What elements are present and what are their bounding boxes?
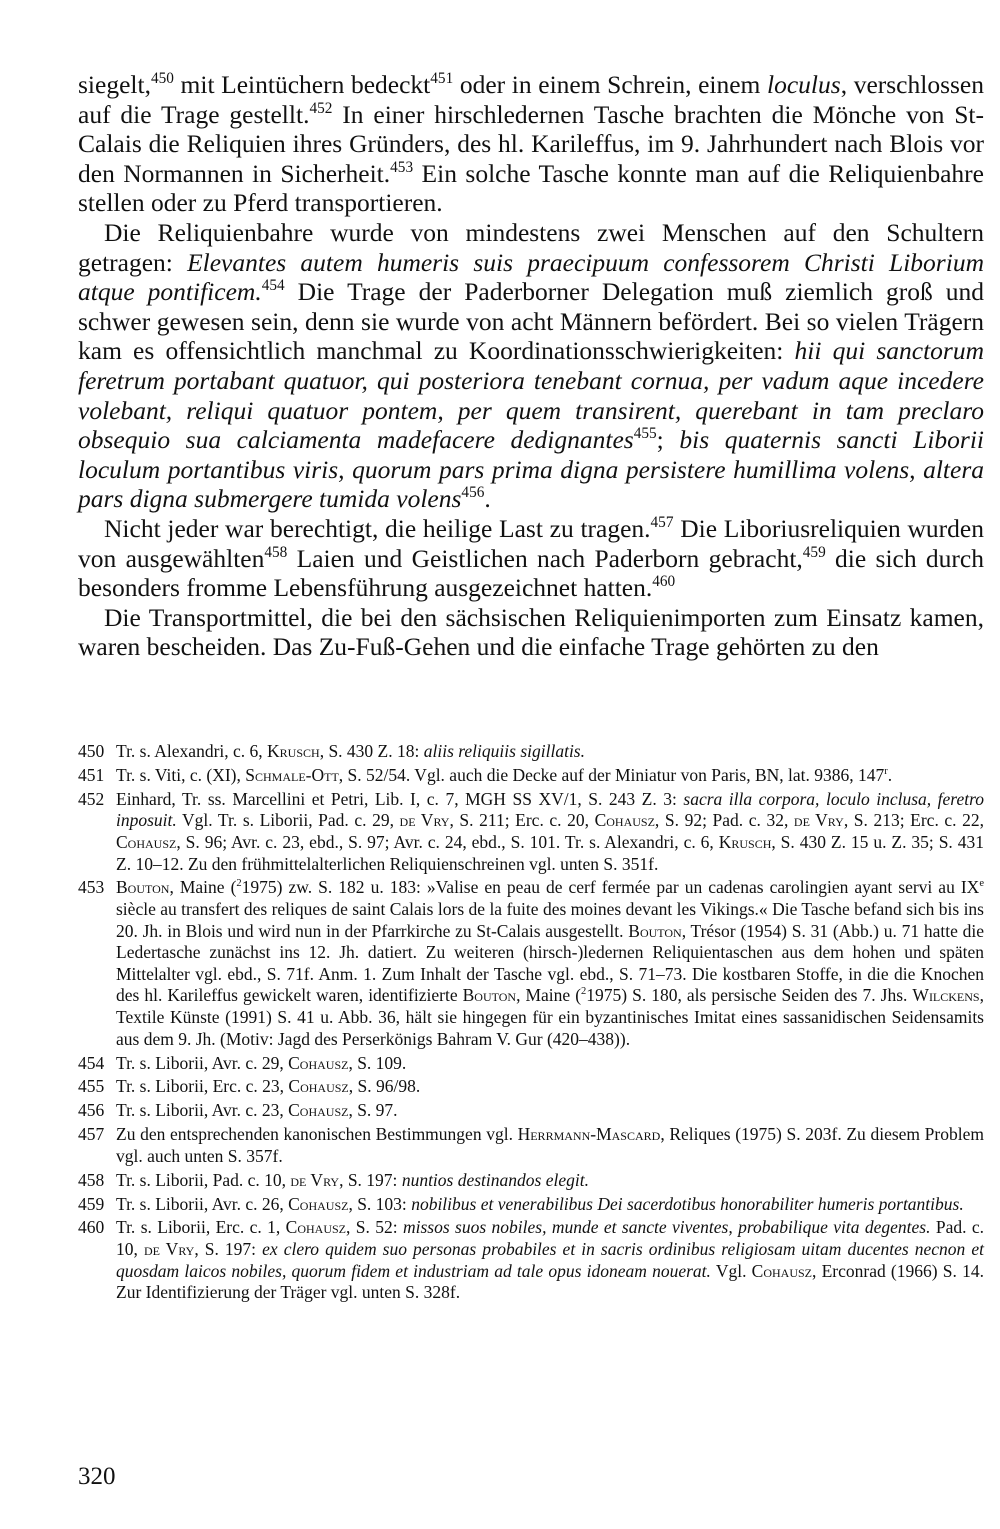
author-name: de Vry [793,810,844,831]
latin-quote: aliis reliquiis sigillatis. [423,741,585,761]
text-run: Tr. s. Liborii, Avr. c. 26, [116,1193,289,1214]
main-text [78,70,984,662]
footnote-453 [78,877,984,1050]
text-run: Vgl. Tr. s. Liborii, Pad. c. 29, [176,810,400,831]
footnote-451 [78,765,984,787]
footnote-ref: 457 [650,513,674,531]
text-run: Tr. s. Viti, c. (XI), [116,764,246,785]
author-name: de Vry [143,1239,195,1260]
text-run: 1975) S. 180, als persische Seiden des 7. Jhs. [586,985,913,1006]
footnote-number: 460 [78,1217,105,1238]
text-run: Zu den entsprechenden kanonischen Bestimmungen vgl. [116,1124,518,1145]
footnote-number: 454 [78,1052,105,1073]
text-run: , Trésor (1954) S. 31 (Abb.) u. 71 hatte die Ledertasche zunächst ins 12. Jh. datiert. Zu weiteren (hirsch-)ledernen Reliquientaschen aus dem hohen und späten Mittelalter vgl. ebd., S. 71f. Anm. 1. Zum Inhalt der Tasche vgl. ebd., S. 71–73. Die kostbaren Stoffe, in die die Knochen des hl. Karileffus gewickelt waren, identifizierte [116,920,984,1006]
author-name: Herrmann-Mascard [517,1124,661,1145]
text-run: Einhard, Tr. ss. Marcellini et Petri, Lib. I, c. 7, MGH SS XV/1, S. 243 Z. 3: [116,788,684,809]
text-run: , S. 109. [348,1052,407,1073]
footnote-number: 451 [78,764,105,785]
text-run: , S. 430 Z. 15 u. Z. 35; S. 431 Z. 10–12. Zu den frühmittelalterlichen Reliquienschreinen vgl. unten S. 351f. [116,831,984,874]
text-run: siècle au transfert des reliques de saint Calais lors de la fuite des moines devant les Vikings.« Die Tasche befand sich bis ins 20. Jh. in Blois und wird nun in der Pfarrkirche zu St-Calais ausgestellt. [116,899,984,941]
footnote-452 [78,789,984,875]
footnote-ref: 456 [461,484,485,502]
latin-quote: ex clero quidem suo personas probabiles et in sacris ordinibus religiosam uitam ducentes necnon et quosdam laicos nobiles, quorum fidem et industriam ad tale opus idoneam nouerat. [116,1239,984,1281]
superscript: r [884,766,888,778]
text-run: Tr. s. Liborii, Avr. c. 29, [116,1052,289,1073]
text-run: , verschlossen auf die Trage gestellt. [78,70,984,129]
paragraph-2 [78,218,984,514]
text-run: Die Liboriusreliquien wurden von ausgewählten [78,513,984,573]
text-run: Tr. s. Liborii, Pad. c. 10, [116,1169,291,1190]
footnote-460 [78,1217,984,1303]
footnote-458 [78,1170,984,1192]
author-name: de Vry [290,1169,340,1190]
author-name: Cohausz [288,1052,349,1073]
superscript: 2 [236,878,242,890]
footnote-455 [78,1076,984,1098]
text-run: Die Transportmittel, die bei den sächsischen Reliquienimporten zum Einsatz kamen, waren bescheiden. Das Zu-Fuß-Gehen und die einfache Trage gehörten zu den [78,602,984,662]
text-run: , S. 197: [194,1239,263,1260]
text-run: , S. 197: [339,1169,402,1190]
footnote-ref: 459 [802,543,826,561]
latin-quote: hii qui sanctorum feretrum portabant quatuor, qui posteriora tenebant cornua, per vadum aque incedere volebant, reliqui quatuor pontem, per quem transirent, querebant in tam preclaro obsequio sua calciamenta madefacere dedignantes [78,336,985,455]
latin-quote: nobilibus et venerabilibus Dei sacerdotibus honorabiliter humeris portantibus. [411,1193,964,1214]
text-run: In einer hirschledernen Tasche brachten die Mönche von St-Calais die Reliquien ihres Gründers, des hl. Karileffus, im 9. Jahrhundert nach Blois vor den Normannen in Sicherheit. [78,99,984,188]
text-run: Tr. s. Liborii, Erc. c. 1, [116,1217,286,1238]
text-run: , S. 430 Z. 18: [319,741,424,761]
footnote-ref: 452 [309,99,333,117]
footnote-ref: 458 [264,543,288,561]
text-run: die sich durch besonders fromme Lebensführung ausgezeichnet hatten. [78,543,984,603]
latin-quote: sacra illa corpora, loculo inclusa, feretro inposuit. [116,788,985,831]
text-run: Ein solche Tasche konnte man auf die Reliquienbahre stellen oder zu Pferd transportieren. [78,158,984,218]
text-run: Vgl. [710,1260,752,1281]
text-run: mit Leintüchern bedeckt [173,70,431,99]
author-name: Krusch [718,831,772,852]
text-run: , S. 211; Erc. c. 20, [449,810,595,831]
text-run: Tr. s. Alexandri, c. 6, [116,741,268,761]
latin-quote: missos suos nobiles, munde et sancte viventes, probabilique vita degentes. [403,1217,931,1238]
footnote-457 [78,1124,984,1167]
footnote-ref: 454 [261,277,285,295]
author-name: Bouton [628,920,682,941]
page-body [78,70,984,662]
latin-quote: nuntios destinandos elegit. [401,1169,589,1190]
text-run: siegelt, [78,70,151,99]
author-name: Cohausz [288,1076,349,1097]
footnote-number: 452 [78,788,105,809]
latin-term: loculus [767,70,841,99]
author-name: Cohausz [285,1217,347,1238]
footnote-456 [78,1100,984,1122]
latin-quote: bis quaternis sancti Liborii loculum portantibus viris, quorum pars prima digna persistere humillima volens, altera pars digna submergere tumida volens [78,425,984,514]
superscript: e [979,878,984,890]
footnote-ref: 450 [150,70,174,88]
text-run: , S. 103: [348,1193,412,1214]
text-run: ; [656,425,680,455]
text-run: , Textile Künste (1991) S. 41 u. Abb. 36, hält sie hingegen für ein byzantinisches Imitat eines sassanidischen Seidensamits aus dem 9. Jh. (Motiv: Jagd des Perserkönigs Bahram V. Gur (420–438)). [116,985,984,1049]
text-run: 1975) zw. S. 182 u. 183: »Valise en peau de cerf fermée par un cadenas carolingien ayant servi au IX [241,877,980,898]
superscript: 2 [581,986,587,998]
footnote-number: 453 [78,877,105,898]
text-run: Die Trage der Paderborner Delegation muß ziemlich groß und schwer gewesen sein, denn sie wurde von acht Männern befördert. Bei so vielen Trägern kam es offensichtlich manchmal zu Koordinationsschwierigkeiten: [78,277,984,366]
footnote-number: 456 [78,1100,105,1121]
text-run: . [887,764,893,785]
text-run: , S. 97. [348,1100,398,1121]
text-run: Laien und Geistlichen nach Paderborn gebracht, [287,543,803,573]
footnote-number: 458 [78,1169,105,1190]
footnote-ref: 453 [390,158,414,176]
text-run: oder in einem Schrein, einem [453,70,768,99]
footnote-ref: 460 [652,573,676,591]
footnote-number: 457 [78,1124,105,1145]
text-run: , S. 92; Pad. c. 32, [654,810,794,831]
text-run: , Maine ( [169,877,237,898]
author-name: Cohausz [116,831,177,852]
footnote-450 [78,741,984,763]
footnote-ref: 455 [633,425,657,443]
author-name: Cohausz [751,1260,812,1281]
text-run: Nicht jeder war berechtigt, die heilige Last zu tragen. [104,513,651,543]
text-run: , S. 52: [346,1217,403,1238]
paragraph-3 [78,514,984,603]
text-run: , S. 52/54. Vgl. auch die Decke auf der Miniatur von Paris, BN, lat. 9386, 147 [338,764,885,785]
author-name: Bouton [462,985,517,1006]
text-run: . [484,484,491,514]
author-name: de Vry [399,810,450,831]
text-run: , S. 213; Erc. c. 22, [843,810,985,831]
text-run: Pad. c. 10, [116,1217,984,1260]
footnote-number: 450 [78,741,105,761]
text-run: , S. 96/98. [348,1076,421,1097]
author-name: Schmale-Ott [245,764,339,785]
text-run: Tr. s. Liborii, Avr. c. 23, [116,1100,289,1121]
page-number: 320 [78,1463,116,1490]
footnote-459 [78,1194,984,1216]
text-run: , Maine ( [516,985,582,1006]
paragraph-1 [78,70,984,218]
footnotes [78,741,984,1306]
text-run: , Reliques (1975) S. 203f. Zu diesem Problem vgl. auch unten S. 357f. [116,1124,984,1166]
author-name: Cohausz [288,1100,349,1121]
latin-quote: Elevantes autem humeris suis praecipuum confessorem Christi Liborium atque pontificem. [78,247,984,307]
text-run: , Erconrad (1966) S. 14. Zur Identifizierung der Träger vgl. unten S. 328f. [116,1260,984,1303]
text-run: , S. 96; Avr. c. 23, ebd., S. 97; Avr. c. 24, ebd., S. 101. Tr. s. Alexandri, c. 6, [176,831,719,852]
text-run: Die Reliquienbahre wurde von mindestens zwei Menschen auf den Schultern getragen: [78,217,984,277]
footnote-ref: 451 [430,70,454,88]
paragraph-4 [78,603,984,662]
author-name: Krusch [267,741,320,761]
author-name: Cohausz [288,1193,349,1214]
footnote-number: 455 [78,1076,105,1097]
author-name: Wilckens [912,985,980,1006]
footnote-number: 459 [78,1193,105,1214]
author-name: Bouton [116,877,170,898]
footnote-454 [78,1053,984,1075]
text-run: Tr. s. Liborii, Erc. c. 23, [116,1076,289,1097]
author-name: Cohausz [594,810,655,831]
